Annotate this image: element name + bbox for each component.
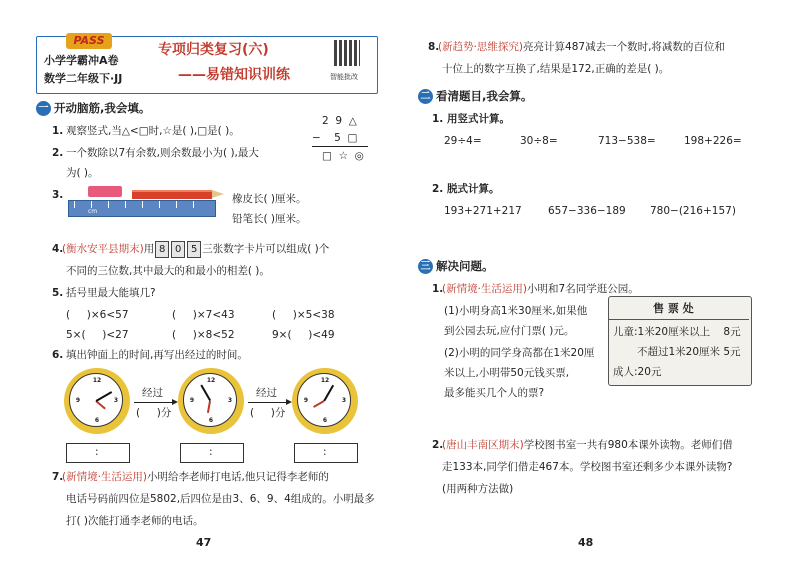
clock-dial xyxy=(297,373,351,427)
s3q1-line: (1)小明身高1米30厘米,如果他 xyxy=(444,305,588,317)
s3q1-intro-text: 小明和7名同学逛公园。 xyxy=(527,283,639,295)
q8-line1-text: 亮亮计算487减去一个数时,将减数的百位和 xyxy=(523,41,725,53)
q2-line1: 一个数除以7有余数,则余数最小为( ),最大 xyxy=(66,147,259,159)
qr-label: 智能批改 xyxy=(330,73,358,81)
ticket-office-sign xyxy=(608,296,752,386)
section-two-title xyxy=(418,88,532,104)
ticket-divider xyxy=(609,319,749,320)
s3q1-line: 最多能买几个人的票? xyxy=(444,387,545,399)
question-number: 2. xyxy=(432,439,444,451)
clock-number: 12 xyxy=(206,377,216,384)
eraser-length: 橡皮长( )厘米。 xyxy=(232,193,307,205)
s3q2-tag: (唐山丰南区期末) xyxy=(442,439,524,451)
clock-number: 3 xyxy=(113,397,119,404)
time-answer-box[interactable] xyxy=(180,443,244,463)
clock-face xyxy=(178,368,244,434)
minute-hand xyxy=(200,385,210,401)
ticket-row: 儿童:1米20厘米以上 8元 xyxy=(613,326,741,338)
calc-item: 29÷4= xyxy=(444,135,482,147)
calc-item: 657−336−189 xyxy=(548,205,626,217)
q7-tag: (新情境·生活运用) xyxy=(62,471,148,483)
digit-card: 5 xyxy=(187,241,201,258)
calc-item: 780−(216+157) xyxy=(650,205,736,217)
s3q2-line2: 走133本,同学们借走467本。学校图书室还剩多少本课外读物? xyxy=(442,461,733,473)
question-number: 3. xyxy=(52,189,64,201)
pencil-length: 铅笔长( )厘米。 xyxy=(232,213,307,225)
clock-dial xyxy=(69,373,123,427)
question-number: 7. xyxy=(52,471,64,483)
arrow xyxy=(134,402,174,403)
q7-line1 xyxy=(62,470,329,484)
q8-tag: (新趋势·思维探究) xyxy=(438,41,524,53)
page-number: 48 xyxy=(578,536,594,549)
time-colon: : xyxy=(323,446,327,458)
question-number: 8. xyxy=(428,41,440,53)
clock-number: 3 xyxy=(341,397,347,404)
vertical-row-2: − 5 □ xyxy=(312,132,358,144)
question-number: 6. xyxy=(52,349,64,361)
page-number: 47 xyxy=(196,536,212,549)
digit-card: 8 xyxy=(155,241,169,258)
arrow xyxy=(248,402,288,403)
clock-number: 9 xyxy=(75,397,81,404)
question-number: 1. xyxy=(432,283,444,295)
clock-face xyxy=(64,368,130,434)
clock-number: 9 xyxy=(303,397,309,404)
section-title-text: 看清题目,我会算。 xyxy=(436,89,533,103)
pencil-body xyxy=(132,190,212,199)
s3q1-line: (2)小明的同学身高都在1米20厘 xyxy=(444,347,595,359)
section-one-title xyxy=(36,100,150,116)
pass-label: 经过 xyxy=(256,387,277,399)
question-number: 4. xyxy=(52,243,64,255)
s3q1-intro xyxy=(442,282,639,296)
ticket-row: 不超过1米20厘米 5元 xyxy=(637,346,741,358)
pass-badge-text: PASS xyxy=(73,34,105,47)
q6-title: 填出钟面上的时间,再写出经过的时间。 xyxy=(66,349,248,361)
ticket-row: 成人:20元 xyxy=(613,366,662,378)
minute-blank: ( )分 xyxy=(250,407,286,419)
eraser-image xyxy=(88,186,122,197)
time-colon: : xyxy=(95,446,99,458)
q4-text-a: 用 xyxy=(143,243,155,255)
clock-number: 6 xyxy=(322,417,328,424)
s3q1-tag: (新情境·生活运用) xyxy=(442,283,528,295)
section-three-title xyxy=(418,258,494,274)
q4-tag: (衡水安平县期末) xyxy=(62,243,144,255)
question-number: 2. xyxy=(52,147,64,159)
q5-item: ( )×7<43 xyxy=(172,309,235,321)
s3q2-line1-text: 学校图书室一共有980本课外读物。老师们借 xyxy=(523,439,733,451)
q5-item: ( )×8<52 xyxy=(172,329,235,341)
q5-item: ( )×5<38 xyxy=(272,309,335,321)
calc-item: 713−538= xyxy=(598,135,656,147)
clock-number: 6 xyxy=(208,417,214,424)
vertical-row-1: 2 9 △ xyxy=(322,115,357,127)
hour-hand xyxy=(207,401,211,413)
vertical-row-3: □ ☆ ◎ xyxy=(322,150,364,162)
clock-number: 12 xyxy=(92,377,102,384)
minute-hand xyxy=(96,391,112,401)
time-colon: : xyxy=(209,446,213,458)
minute-blank: ( )分 xyxy=(136,407,172,419)
q5-item: 9×( )<49 xyxy=(272,329,335,341)
q7-line1-text: 小明给李老师打电话,他只记得李老师的 xyxy=(147,471,329,483)
page-title: 专项归类复习(六) xyxy=(158,42,269,58)
ruler-unit: cm xyxy=(88,208,98,215)
section-title-text: 解决问题。 xyxy=(436,259,494,273)
hour-hand xyxy=(313,400,324,408)
q8-line2: 十位上的数字互换了,结果是172,正确的差是( )。 xyxy=(442,63,670,75)
pencil-tip xyxy=(212,190,224,198)
question-number: 5. xyxy=(52,287,64,299)
q2-line2: 为( )。 xyxy=(66,167,99,179)
time-answer-box[interactable] xyxy=(294,443,358,463)
s3q1-line: 到公园去玩,应付门票( )元。 xyxy=(444,325,575,337)
section-number: 一 xyxy=(36,101,51,116)
s3q1-line: 米以上,小明带50元钱买票, xyxy=(444,367,570,379)
section-title-text: 开动脑筋,我会填。 xyxy=(54,101,151,115)
ticket-title: 售 票 处 xyxy=(653,302,694,315)
digit-card: 0 xyxy=(171,241,185,258)
pass-label: 经过 xyxy=(142,387,163,399)
clock-number: 6 xyxy=(94,417,100,424)
s3q2-line1 xyxy=(442,438,733,452)
q5-item: ( )×6<57 xyxy=(66,309,129,321)
q4-line2: 不同的三位数,其中最大的和最小的相差( )。 xyxy=(66,265,270,277)
clock-face xyxy=(292,368,358,434)
q4-text-b: 三张数字卡片可以组成( )个 xyxy=(202,243,330,255)
section-number: 二 xyxy=(418,89,433,104)
calc-item: 193+271+217 xyxy=(444,205,522,217)
question-number: 1. xyxy=(52,125,64,137)
q1-text: 观察竖式,当△<□时,☆是( ),□是( )。 xyxy=(66,125,240,137)
clock-number: 12 xyxy=(320,377,330,384)
page-subtitle: ——易错知识训练 xyxy=(178,67,290,83)
q8-line1 xyxy=(438,40,725,54)
q7-line2: 电话号码前四位是5802,后四位是由3、6、9、4组成的。小明最多 xyxy=(66,493,375,505)
q4-line1 xyxy=(62,241,329,258)
subject-grade: 数学二年级下·JJ xyxy=(44,72,123,85)
clock-number: 3 xyxy=(227,397,233,404)
q5-item: 5×( )<27 xyxy=(66,329,129,341)
vertical-line xyxy=(312,146,368,147)
minute-hand xyxy=(323,385,333,401)
clock-dial xyxy=(183,373,237,427)
calc-item: 30÷8= xyxy=(520,135,558,147)
time-answer-box[interactable] xyxy=(66,443,130,463)
pass-badge xyxy=(66,33,112,49)
section-number: 三 xyxy=(418,259,433,274)
s2q2-title: 2. 脱式计算。 xyxy=(432,183,500,195)
qr-code-icon[interactable] xyxy=(334,40,360,66)
q7-line3: 打( )次能打通李老师的电话。 xyxy=(66,515,204,527)
s2q1-title: 1. 用竖式计算。 xyxy=(432,113,510,125)
series-name: 小学学霸冲A卷 xyxy=(44,54,119,67)
q5-title: 括号里最大能填几? xyxy=(66,287,156,299)
hour-hand xyxy=(95,400,105,409)
s3q2-line3: (用两种方法做) xyxy=(442,483,514,495)
calc-item: 198+226= xyxy=(684,135,742,147)
clock-number: 9 xyxy=(189,397,195,404)
